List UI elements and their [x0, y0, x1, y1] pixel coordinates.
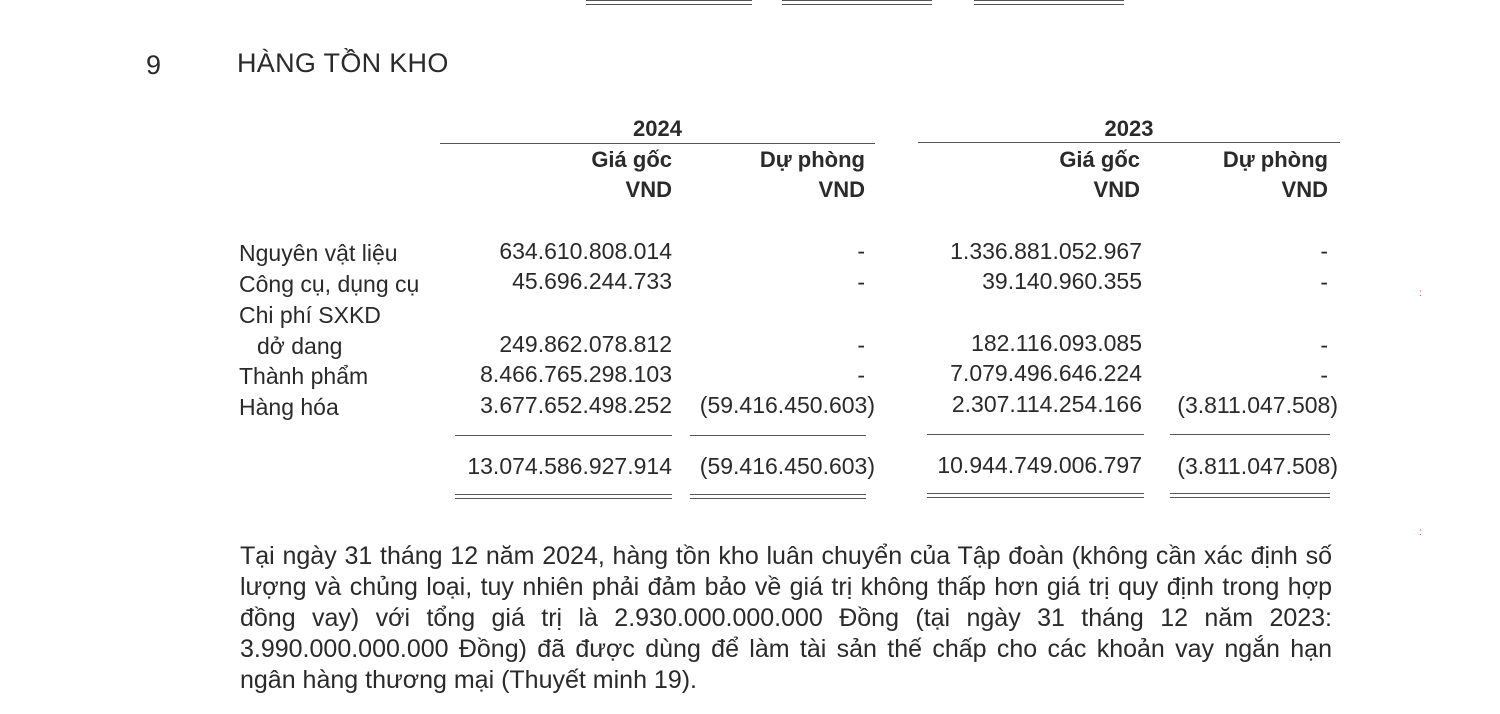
subtotal-rule — [1170, 434, 1330, 435]
section-number: 9 — [146, 50, 162, 80]
total-cell: 13.074.586.927.914 — [467, 453, 672, 479]
row-label-wip: Chi phí SXKD — [239, 302, 381, 328]
column-header-label: Dự phòng — [1222, 147, 1328, 172]
table-cell: - — [857, 238, 865, 264]
subtotal-rule — [927, 434, 1144, 435]
row-label-merchandise: Hàng hóa — [239, 394, 339, 420]
column-header-provision-2024 — [680, 145, 865, 205]
prev-total-underline-3 — [974, 0, 1124, 5]
table-cell: 7.079.496.646.224 — [950, 360, 1142, 386]
column-header-label: Giá gốc — [591, 147, 672, 172]
margin-mark: : — [1419, 288, 1422, 299]
column-header-unit: VND — [1093, 177, 1140, 202]
column-header-unit: VND — [625, 177, 672, 202]
total-cell: (59.416.450.603) — [699, 453, 875, 479]
table-cell: - — [857, 362, 865, 388]
column-header-unit: VND — [818, 177, 865, 202]
column-header-unit: VND — [1281, 177, 1328, 202]
table-cell: 3.677.652.498.252 — [480, 392, 672, 418]
column-header-provision-2023 — [1150, 145, 1328, 205]
table-cell: 45.696.244.733 — [512, 268, 672, 294]
row-label-raw-materials: Nguyên vật liệu — [239, 240, 398, 266]
year-header-2024: 2024 — [633, 116, 682, 141]
margin-mark: : — [1419, 527, 1422, 538]
table-cell: - — [1320, 269, 1328, 295]
table-cell: 39.140.960.355 — [982, 268, 1142, 294]
total-cell: (3.811.047.508) — [1177, 453, 1338, 479]
row-label-finished-goods: Thành phẩm — [239, 363, 369, 389]
year-underline-2024 — [440, 143, 875, 144]
table-cell: (59.416.450.603) — [699, 392, 875, 418]
column-header-label: Giá gốc — [1059, 147, 1140, 172]
table-cell: 1.336.881.052.967 — [950, 238, 1142, 264]
prev-total-underline-2 — [782, 0, 932, 5]
table-cell: - — [857, 269, 865, 295]
table-cell: 8.466.765.298.103 — [480, 361, 672, 387]
column-header-cost-2024 — [440, 145, 672, 205]
column-header-label: Dự phòng — [759, 147, 865, 172]
inventory-pledge-note: Tại ngày 31 tháng 12 năm 2024, hàng tồn kho luân chuyển của Tập đoàn (không cần xác định số lượng và chủng loại, tuy nhiên phải đảm bảo về giá trị không thấp hơn giá trị quy định trong hợp đồng vay) với tổng giá trị là 2.930.000.000.000 Đồng (tại ngày 31 tháng 12 năm 2023: 3.990.000.000.000 Đồng) đã được dùng để làm tài sản thế chấp cho các khoản vay ngắn hạn ngân hàng thương mại (Thuyết minh 19). — [240, 542, 1332, 694]
total-double-underline — [455, 494, 672, 499]
total-double-underline — [927, 493, 1144, 498]
column-header-cost-2023 — [900, 145, 1140, 205]
subtotal-rule — [690, 435, 866, 436]
section-title: HÀNG TỒN KHO — [237, 48, 449, 78]
table-cell: - — [1320, 238, 1328, 264]
table-cell: 182.116.093.085 — [971, 330, 1142, 356]
table-cell: (3.811.047.508) — [1177, 392, 1338, 418]
row-label-tools: Công cụ, dụng cụ — [239, 271, 420, 297]
table-cell: 634.610.808.014 — [499, 238, 672, 264]
total-cell: 10.944.749.006.797 — [937, 452, 1142, 478]
prev-total-underline-1 — [586, 0, 752, 5]
table-cell: - — [1320, 332, 1328, 358]
year-header-2023: 2023 — [1104, 116, 1154, 141]
table-cell: - — [1320, 362, 1328, 388]
subtotal-rule — [455, 435, 672, 436]
table-cell: 2.307.114.254.166 — [951, 391, 1142, 417]
year-underline-2023 — [918, 142, 1340, 143]
total-double-underline — [690, 494, 866, 499]
table-cell: - — [857, 332, 865, 358]
row-label-wip-continued: dở dang — [257, 333, 343, 359]
table-cell: 249.862.078.812 — [499, 331, 672, 357]
total-double-underline — [1170, 493, 1330, 498]
